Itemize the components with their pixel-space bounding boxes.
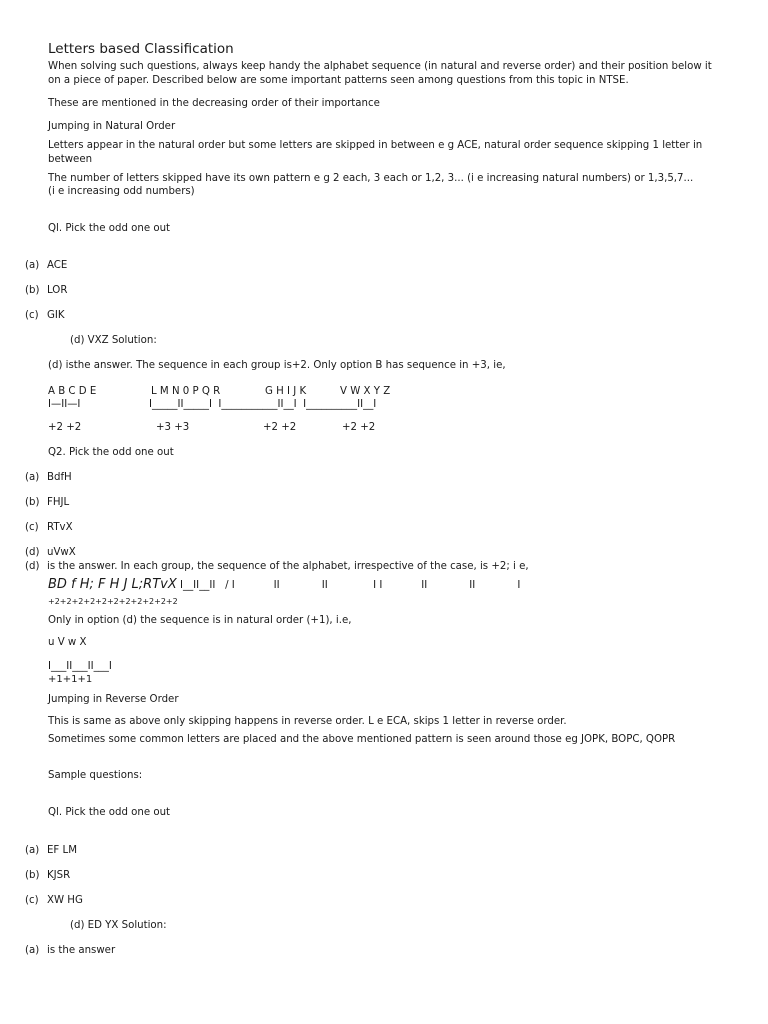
- option-text: XW HG: [47, 895, 83, 906]
- q1-seq-marks-2: I_____II_____I I___________II__I I__________II__I: [149, 399, 377, 410]
- q2-tiny-steps: +2+2+2+2+2+2+2+2+2+2+2: [48, 597, 178, 606]
- q1-option-c: [25, 309, 65, 323]
- q3-option-b: [25, 869, 70, 883]
- q2-option-a: [25, 471, 72, 485]
- q1-seq-letters-4: V W X Y Z: [340, 386, 391, 397]
- reverse-paragraph-2: Sometimes some common letters are placed and the above mentioned pattern is seen around those eg JOPK, BOPC, QOPR: [48, 734, 676, 745]
- q2-uvwx: u V w X: [48, 637, 87, 648]
- option-label: (b): [25, 870, 40, 881]
- option-label: (a): [25, 260, 40, 271]
- q1-question: Ql. Pick the odd one out: [48, 223, 171, 234]
- section-heading-reverse: Jumping in Reverse Order: [48, 694, 179, 705]
- option-text: GIK: [47, 310, 65, 321]
- natural-paragraph-2-cont: (i e increasing odd numbers): [48, 186, 195, 197]
- answer-text: is the answer: [47, 945, 116, 956]
- option-label: (b): [25, 285, 40, 296]
- natural-paragraph-1: Letters appear in the natural order but some letters are skipped in between e g ACE, natural order sequence skipping 1 letter in between: [48, 140, 703, 165]
- q1-seq-steps-4: +2 +2: [342, 422, 376, 433]
- option-text: BdfH: [47, 472, 72, 483]
- q1-option-a: [25, 259, 67, 273]
- q2-italic-seq: BD f H; F H J L;RTvX: [48, 577, 177, 592]
- sample-questions-heading: Sample questions:: [48, 770, 143, 781]
- q2-uvwx-steps: +1+1+1: [48, 674, 93, 685]
- q1-seq-letters-1: A B C D E: [48, 386, 97, 397]
- option-label: (a): [25, 472, 40, 483]
- q3-question: Ql. Pick the odd one out: [48, 807, 171, 818]
- q1-answer: (d) isthe answer. The sequence in each group is+2. Only option B has sequence in +3, ie,: [48, 360, 506, 371]
- option-text: RTvX: [47, 522, 73, 533]
- q1-seq-letters-2: L M N 0 P Q R: [151, 386, 221, 397]
- q1-seq-marks-1: I—II—I: [48, 399, 81, 410]
- option-text: KJSR: [47, 870, 71, 881]
- q2-question: Q2. Pick the odd one out: [48, 447, 174, 458]
- option-label: (d): [25, 547, 40, 558]
- reverse-paragraph-1: This is same as above only skipping happens in reverse order. L e ECA, skips 1 letter in reverse order.: [48, 716, 567, 727]
- q1-seq-steps-2: +3 +3: [156, 422, 190, 433]
- answer-text: is the answer. In each group, the sequence of the alphabet, irrespective of the case, is +2; i e,: [47, 561, 529, 572]
- q2-case-sequence: [48, 578, 520, 593]
- option-label: (c): [25, 522, 39, 533]
- option-label: (c): [25, 895, 39, 906]
- option-text: LOR: [47, 285, 68, 296]
- option-label: (a): [25, 845, 40, 856]
- section-heading-natural: Jumping in Natural Order: [48, 121, 176, 132]
- q1-option-d-solution: (d) VXZ Solution:: [70, 335, 157, 346]
- intro-note: These are mentioned in the decreasing order of their importance: [48, 98, 380, 109]
- q2-italic-marks: I__II__II / I II II I I II II I: [176, 580, 521, 591]
- option-text: ACE: [47, 260, 68, 271]
- q3-answer: [25, 944, 115, 958]
- q3-option-c: [25, 894, 83, 908]
- q2-option-b: [25, 496, 69, 510]
- q1-seq-steps-3: +2 +2: [263, 422, 297, 433]
- option-text: FHJL: [47, 497, 70, 508]
- natural-paragraph-2: The number of letters skipped have its own pattern e g 2 each, 3 each or 1,2, 3... (i e increasing natural numbers) or 1,3,5,7...: [48, 173, 694, 184]
- intro-paragraph: When solving such questions, always keep handy the alphabet sequence (in natural and reverse order) and their position below it on a piece of paper. Described below are some important patterns seen among questions from this topic in NTSE.: [48, 61, 712, 86]
- q3-option-d-solution: (d) ED YX Solution:: [70, 920, 167, 931]
- q2-answer: [25, 560, 529, 574]
- option-label: (b): [25, 497, 40, 508]
- q1-option-b: [25, 284, 67, 298]
- q2-natural-note: Only in option (d) the sequence is in natural order (+1), i.e,: [48, 615, 352, 626]
- q2-option-d: [25, 546, 76, 560]
- q2-uvwx-marks: I___II___II___I: [48, 661, 112, 672]
- option-label: (c): [25, 310, 39, 321]
- option-label: (a): [25, 945, 40, 956]
- page-title: Letters based Classification: [48, 41, 234, 57]
- option-text: EF LM: [47, 845, 78, 856]
- q1-seq-letters-3: G H I J K: [265, 386, 307, 397]
- q3-option-a: [25, 844, 77, 858]
- q2-option-c: [25, 521, 73, 535]
- option-text: uVwX: [47, 547, 76, 558]
- q1-seq-steps-1: +2 +2: [48, 422, 82, 433]
- option-label: (d): [25, 561, 40, 572]
